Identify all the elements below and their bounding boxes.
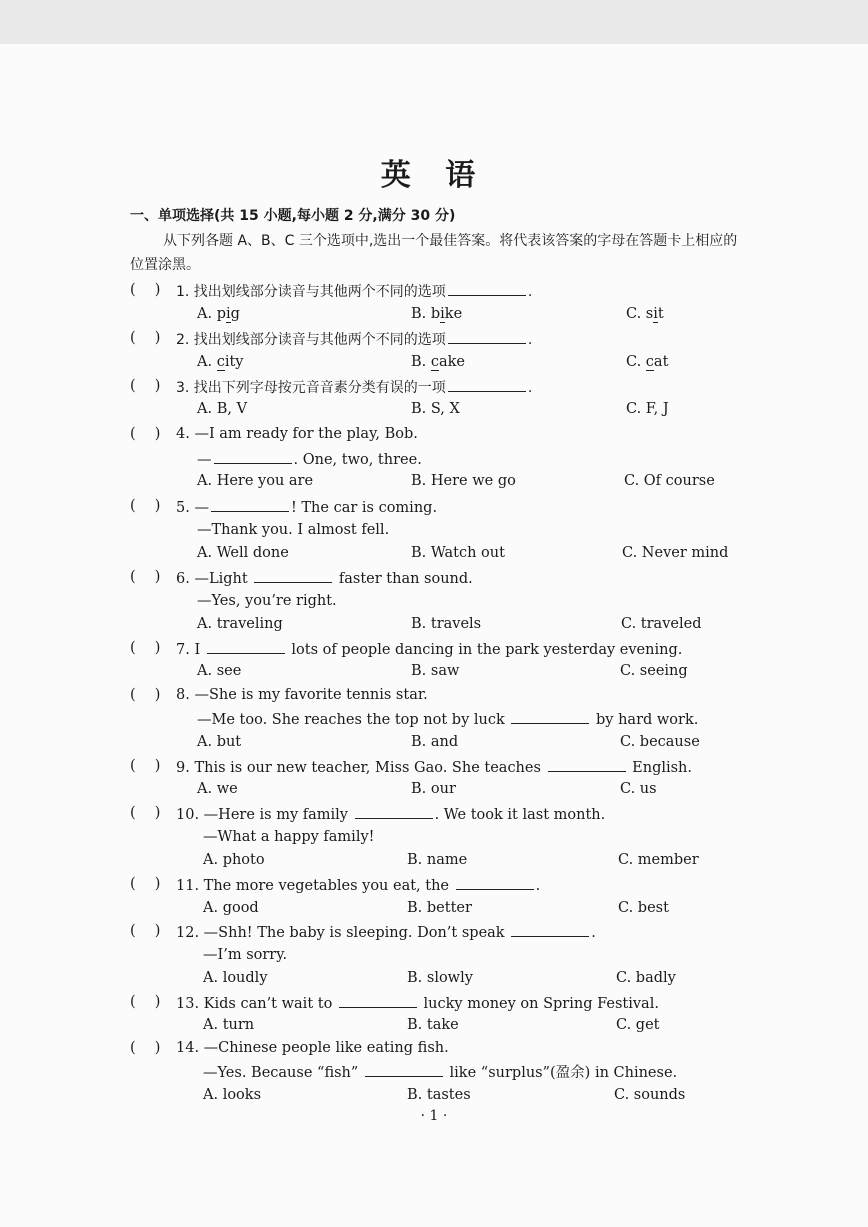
question-stem: 13. Kids can’t wait to lucky money on Spring Festival. [176,993,659,1013]
option-b[interactable]: B. and [411,734,459,750]
option-a[interactable]: A. pig [197,306,240,322]
question-stem: 1. 找出划线部分读音与其他两个不同的选项 . [176,281,532,301]
answer-paren[interactable]: ( ) [130,282,161,298]
option-b[interactable]: B. S, X [411,401,460,417]
option-a[interactable]: A. we [197,781,238,797]
option-b[interactable]: B. saw [411,663,460,679]
option-b[interactable]: B. name [407,852,468,868]
option-b[interactable]: B. tastes [407,1087,471,1103]
section-title: 一、单项选择(共 15 小题,每小题 2 分,满分 30 分) [130,208,456,224]
page-number: · 1 · [420,1108,448,1124]
option-c[interactable]: C. cat [626,354,669,370]
page-title: 英 语 [380,158,488,193]
question-line: —Yes, you’re right. [197,593,337,609]
option-b[interactable]: B. our [411,781,456,797]
option-c[interactable]: C. best [618,900,669,916]
answer-paren[interactable]: ( ) [130,426,161,442]
option-b[interactable]: B. Here we go [411,473,516,489]
answer-paren[interactable]: ( ) [130,1040,161,1056]
question-stem: 8. —She is my favorite tennis star. [176,687,428,703]
option-a[interactable]: A. photo [203,852,265,868]
option-c[interactable]: C. because [620,734,700,750]
question-stem: 10. —Here is my family . We took it last month. [176,804,605,824]
question-line: —I’m sorry. [203,947,288,963]
instruction-line-1: 从下列各题 A、B、C 三个选项中,选出一个最佳答案。将代表该答案的字母在答题卡上相应的 [163,233,738,249]
option-a[interactable]: A. Here you are [197,473,314,489]
answer-paren[interactable]: ( ) [130,805,161,821]
answer-paren[interactable]: ( ) [130,994,161,1010]
option-c[interactable]: C. sit [626,306,664,322]
option-c[interactable]: C. Of course [624,473,715,489]
question-line: — . One, two, three. [197,449,422,469]
option-a[interactable]: A. turn [203,1017,255,1033]
option-c[interactable]: C. badly [616,970,676,986]
question-stem: 2. 找出划线部分读音与其他两个不同的选项 . [176,329,532,349]
question-line: —Thank you. I almost fell. [197,522,390,538]
option-b[interactable]: B. Watch out [411,545,505,561]
option-a[interactable]: A. loudly [203,970,268,986]
answer-paren[interactable]: ( ) [130,498,161,514]
option-a[interactable]: A. Well done [197,545,289,561]
question-stem: 7. I lots of people dancing in the park yesterday evening. [176,639,682,659]
option-b[interactable]: B. travels [411,616,482,632]
option-a[interactable]: A. looks [203,1087,262,1103]
answer-paren[interactable]: ( ) [130,640,161,656]
option-b[interactable]: B. slowly [407,970,473,986]
option-a[interactable]: A. city [197,354,244,370]
question-stem: 6. —Light faster than sound. [176,568,473,588]
instruction-line-2: 位置涂黑。 [130,257,200,273]
question-stem: 11. The more vegetables you eat, the . [176,875,540,895]
answer-paren[interactable]: ( ) [130,758,161,774]
option-a[interactable]: A. good [203,900,259,916]
answer-paren[interactable]: ( ) [130,923,161,939]
answer-paren[interactable]: ( ) [130,569,161,585]
option-a[interactable]: A. B, V [197,401,248,417]
question-line: —Yes. Because “fish” like “surplus”(盈余) in Chinese. [203,1062,677,1082]
option-b[interactable]: B. bike [411,306,463,322]
option-a[interactable]: A. see [197,663,242,679]
option-a[interactable]: A. but [197,734,242,750]
option-b[interactable]: B. cake [411,354,466,370]
question-stem: 12. —Shh! The baby is sleeping. Don’t speak . [176,922,596,942]
option-c[interactable]: C. traveled [621,616,702,632]
option-c[interactable]: C. sounds [614,1087,686,1103]
option-c[interactable]: C. Never mind [622,545,729,561]
answer-paren[interactable]: ( ) [130,687,161,703]
question-stem: 14. —Chinese people like eating fish. [176,1040,449,1056]
question-stem: 3. 找出下列字母按元音音素分类有误的一项 . [176,377,532,397]
option-a[interactable]: A. traveling [197,616,283,632]
question-line: —Me too. She reaches the top not by luck by hard work. [197,709,698,729]
option-c[interactable]: C. us [620,781,657,797]
question-line: —What a happy family! [203,829,375,845]
option-c[interactable]: C. seeing [620,663,688,679]
answer-paren[interactable]: ( ) [130,378,161,394]
question-stem: 4. —I am ready for the play, Bob. [176,426,418,442]
option-b[interactable]: B. better [407,900,472,916]
question-stem: 9. This is our new teacher, Miss Gao. She teaches English. [176,757,692,777]
answer-paren[interactable]: ( ) [130,876,161,892]
option-c[interactable]: C. member [618,852,699,868]
question-stem: 5. — ! The car is coming. [176,497,437,517]
option-b[interactable]: B. take [407,1017,459,1033]
option-c[interactable]: C. get [616,1017,660,1033]
option-c[interactable]: C. F, J [626,401,669,417]
answer-paren[interactable]: ( ) [130,330,161,346]
